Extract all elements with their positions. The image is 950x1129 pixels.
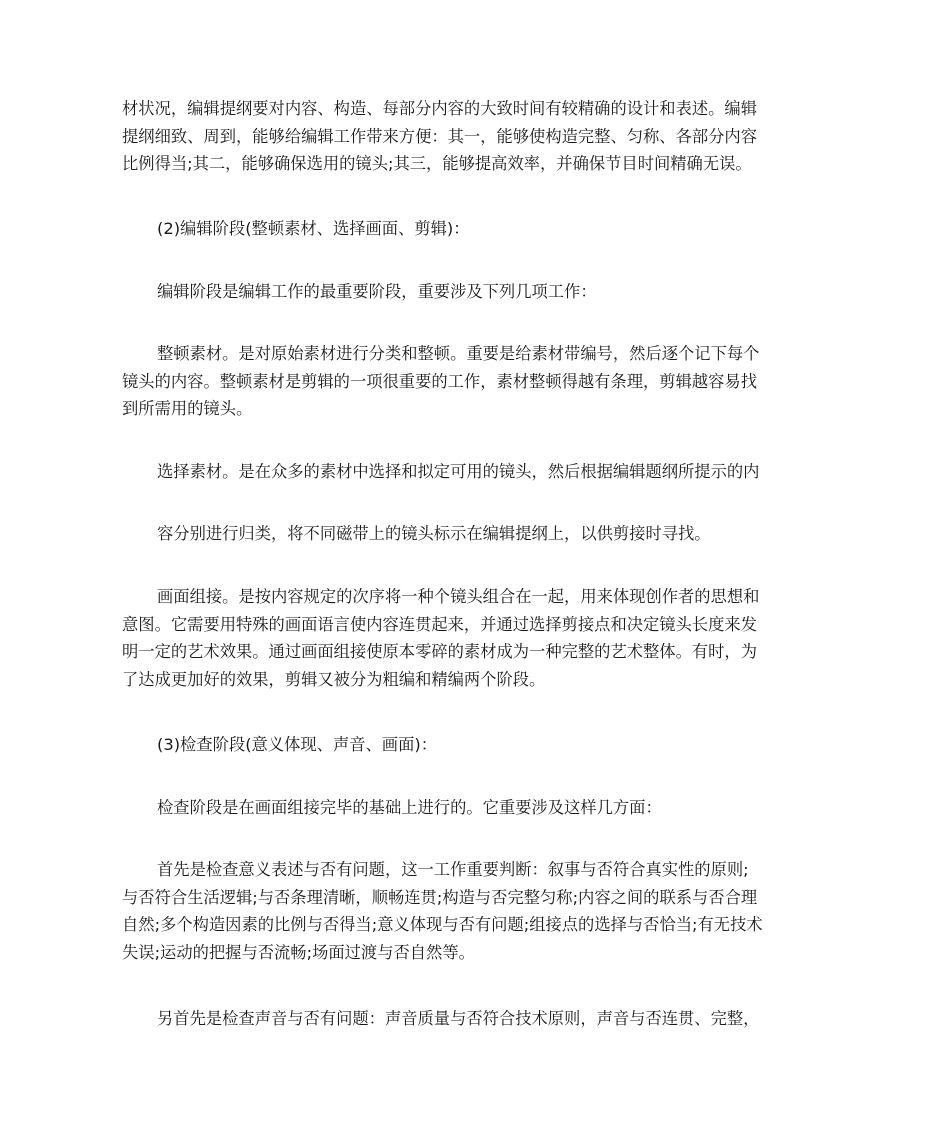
- text-line: 选择素材。是在众多的素材中选择和拟定可用的镜头，然后根据编辑题纲所提示的内: [157, 462, 760, 481]
- section-heading-editing-stage: [122, 215, 832, 243]
- text-line: (3)检查阶段(意义体现、声音、画面)：: [157, 735, 437, 754]
- paragraph-review-stage-intro: [122, 794, 832, 822]
- text-line: 自然;多个构造因素的比例与否得当;意义体现与否有问题;组接点的选择与否恰当;有无技术: [122, 915, 763, 934]
- paragraph-organize-material: [122, 340, 832, 423]
- text-line: 整顿素材。是对原始素材进行分类和整顿。重要是给素材带编号，然后逐个记下每个: [157, 344, 760, 363]
- text-line: 检查阶段是在画面组接完毕的基础上进行的。它重要涉及这样几方面：: [157, 798, 662, 817]
- text-line: 失误;运动的把握与否流畅;场面过渡与否自然等。: [122, 942, 475, 962]
- text-line: 编辑阶段是编辑工作的最重要阶段，重要涉及下列几项工作：: [157, 282, 597, 301]
- paragraph-editing-stage-intro: [122, 278, 832, 306]
- text-line: 到所需用的镜头。: [122, 399, 253, 418]
- text-line: 材状况，编辑提纲要对内容、构造、每部分内容的大致时间有较精确的设计和表述。编辑: [122, 99, 757, 118]
- text-line: 画面组接。是按内容规定的次序将一种个镜头组合在一起，用来体现创作者的思想和: [157, 587, 760, 606]
- paragraph-review-meaning: [122, 856, 832, 966]
- text-line: 比例得当;其二，能够确保选用的镜头;其三，能够提高效率，并确保节目时间精确无误。: [122, 154, 752, 173]
- text-line: 提纲细致、周到，能够给编辑工作带来方便：其一，能够使构造完整、匀称、各部分内容: [122, 126, 757, 146]
- paragraph-picture-assembly: [122, 583, 832, 693]
- text-line: (2)编辑阶段(整顿素材、选择画面、剪辑)：: [157, 219, 470, 238]
- text-line: 明一定的艺术效果。通过画面组接使原本零碎的素材成为一种完整的艺术整体。有时，为: [122, 642, 757, 661]
- paragraph-editing-outline: [122, 95, 832, 178]
- text-line: 与否符合生活逻辑;与否条理清晰，顺畅连贯;构造与否完整匀称;内容之间的联系与否合理: [122, 887, 758, 907]
- text-line: 容分别进行归类，将不同磁带上的镜头标示在编辑提纲上，以供剪接时寻找。: [157, 524, 711, 543]
- section-heading-review-stage: [122, 731, 832, 759]
- text-line: 镜头的内容。整顿素材是剪辑的一项很重要的工作，素材整顿得越有条理，剪辑越容易找: [122, 371, 757, 391]
- text-line: 了达成更加好的效果，剪辑又被分为粗编和精编两个阶段。: [122, 669, 546, 689]
- paragraph-select-material: [122, 458, 832, 486]
- text-line: 意图。它需要用特殊的画面语言使内容连贯起来，并通过选择剪接点和决定镜头长度来发: [122, 614, 757, 634]
- text-line: 首先是检查意义表述与否有问题，这一工作重要判断：叙事与否符合真实性的原则;: [157, 860, 749, 879]
- paragraph-select-material-continued: [122, 520, 832, 548]
- paragraph-review-sound: [122, 1005, 832, 1033]
- text-line: 另首先是检查声音与否有问题：声音质量与否符合技术原则，声音与否连贯、完整，: [157, 1009, 760, 1028]
